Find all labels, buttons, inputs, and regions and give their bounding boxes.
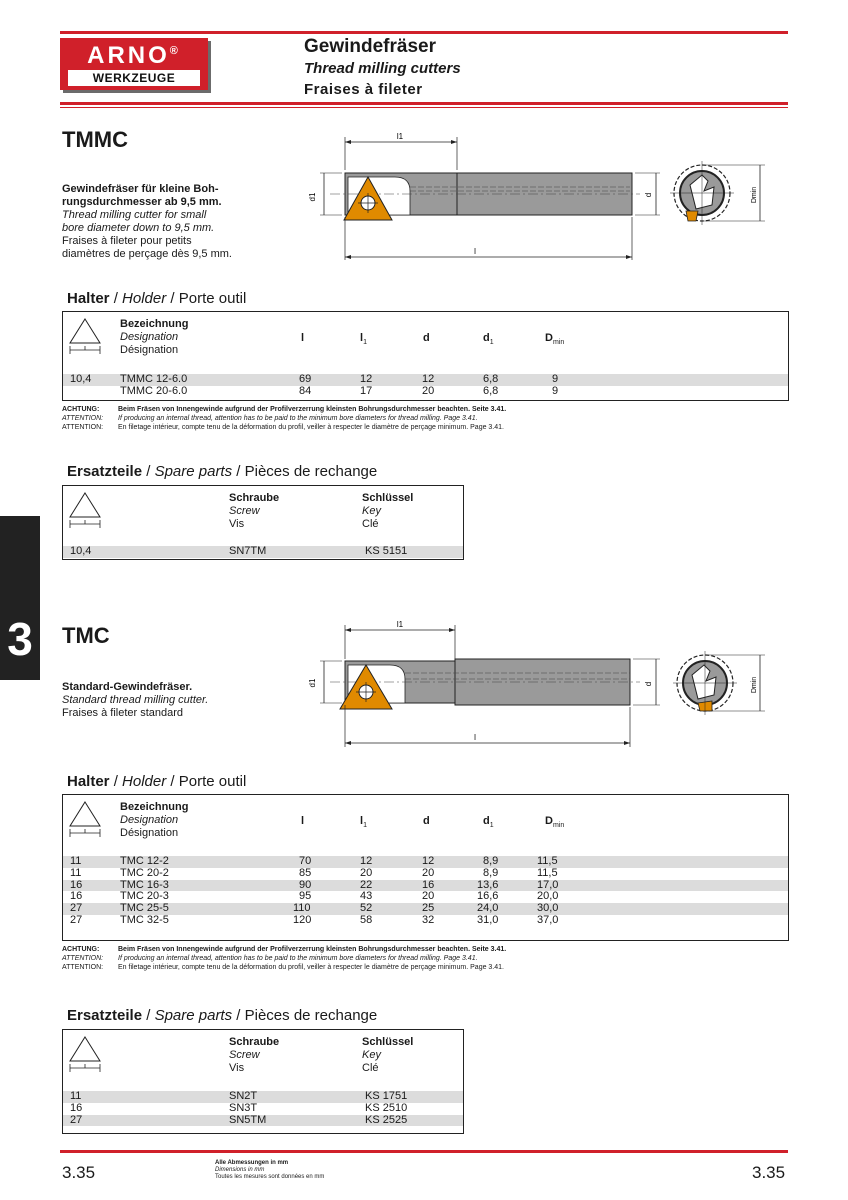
note-en-text: If producing an internal thread, attention has to be paid to the minimum bore diameters for thread milling. Page 3.41.	[118, 415, 478, 422]
dim-l-label: l	[474, 733, 476, 742]
note-fr-text: En filetage intérieur, compte tenu de la déformation du profil, veiller à respecter le diamètre de perçage minimum. Page 3.41.	[118, 424, 504, 431]
cell-size: 10,4	[70, 373, 92, 385]
product-title-tmmc: TMMC	[62, 127, 128, 152]
desc-fr: Fraises à fileter standard	[62, 707, 184, 719]
footer-rule	[60, 1150, 788, 1153]
col-desig-en: Designation	[120, 814, 179, 826]
desc-de-line1: Gewindefräser für kleine Boh-	[62, 183, 219, 195]
table-row	[63, 546, 463, 558]
chapter-number: 3	[7, 613, 33, 665]
cell-desig: TMMC 20-6.0	[120, 384, 188, 397]
header-bottom-rule-thin	[60, 107, 788, 108]
col-desig-fr: Désignation	[120, 344, 179, 356]
note-en-label: ATTENTION:	[62, 955, 104, 962]
dim-l-label: l	[474, 247, 476, 256]
holder-rows-tmc	[63, 856, 788, 927]
col-screw	[229, 1036, 279, 1075]
cell-l: 90	[299, 878, 312, 891]
notes-tmmc	[62, 405, 782, 432]
heading-de: Ersatzteile	[67, 463, 143, 480]
cell-l1: 12	[360, 855, 373, 867]
tmc-technical-drawing	[300, 617, 780, 757]
col-key-fr: Clé	[362, 518, 379, 530]
page-number-right: 3.35	[752, 1163, 786, 1182]
product-description-tmc	[62, 681, 262, 720]
col-screw-en: Screw	[229, 505, 260, 517]
cell-d: 20	[422, 890, 435, 903]
heading-de: Ersatzteile	[67, 1007, 143, 1024]
logo-mark: ®	[169, 45, 181, 57]
cell-key: KS 1751	[365, 1090, 408, 1102]
col-l1: $l_1$	[360, 815, 367, 830]
cell-desig: TMC 25-5	[120, 902, 169, 915]
spares-heading-tmc: Ersatzteile / Spare parts / Pièces de rechange	[67, 1007, 378, 1024]
desc-fr-line1: Fraises à fileter pour petits	[62, 235, 192, 247]
cell-l: 69	[299, 373, 312, 385]
cell-l: 120	[293, 913, 312, 926]
col-screw-en: Screw	[229, 1049, 260, 1061]
tmmc-technical-drawing	[300, 125, 780, 270]
note-de-label: ACHTUNG:	[62, 946, 100, 953]
table-row	[63, 1103, 463, 1115]
cell-dmin: 9	[552, 373, 559, 385]
heading-en: Holder	[122, 773, 167, 790]
desc-en-line2: bore diameter down to 9,5 mm.	[62, 222, 215, 234]
cell-d: 32	[422, 913, 435, 926]
heading-de: Halter	[67, 290, 110, 307]
col-designation	[120, 801, 188, 840]
cell-desig: TMC 12-2	[120, 855, 169, 867]
table-row	[63, 386, 788, 398]
col-key-en: Key	[362, 505, 381, 517]
cell-desig: TMC 20-3	[120, 890, 169, 903]
desc-fr-line2: diamètres de perçage dès 9,5 mm.	[62, 248, 232, 260]
cell-d1: 8,9	[483, 866, 499, 879]
cell-l: 85	[299, 866, 312, 879]
note-fr-label: ATTENTION:	[62, 424, 104, 431]
cell-l: 110	[293, 902, 311, 915]
holder-table-tmc	[62, 794, 789, 941]
product-title-tmc: TMC	[62, 623, 110, 648]
cell-size: 27	[70, 913, 83, 926]
cell-d1: 16,6	[477, 890, 499, 903]
col-key-de: Schlüssel	[362, 492, 414, 504]
col-dmin: $D_{min}$	[545, 815, 565, 830]
units-note-de: Alle Abmessungen in mm	[215, 1160, 289, 1166]
col-key-en: Key	[362, 1049, 381, 1061]
cell-l1: 20	[360, 866, 373, 879]
cell-dmin: 11,5	[537, 866, 558, 879]
product-description-tmmc	[62, 183, 262, 261]
footer-units-note	[215, 1160, 324, 1181]
desc-en-line1: Thread milling cutter for small	[62, 209, 207, 221]
cell-l1: 12	[360, 373, 373, 385]
note-de-text: Beim Fräsen von Innengewinde aufgrund der Profilverzerrung kleinsten Bohrungsdurchmesser beachten. Seite 3.41.	[118, 946, 507, 953]
dim-l1-label: l1	[396, 620, 404, 629]
cell-screw: SN5TM	[229, 1113, 267, 1126]
col-screw-fr: Vis	[229, 518, 245, 530]
spares-rows-tmc	[63, 1091, 463, 1126]
heading-de: Halter	[67, 773, 110, 790]
col-screw	[229, 492, 279, 531]
cell-dmin: 37,0	[537, 913, 559, 926]
cell-desig: TMMC 12-6.0	[120, 373, 188, 385]
dim-dmin-label: Dmin	[751, 676, 758, 694]
arno-logo	[60, 38, 208, 90]
page-title-en: Thread milling cutters	[304, 60, 461, 77]
col-key	[362, 492, 413, 531]
note-fr-text: En filetage intérieur, compte tenu de la déformation du profil, veiller à respecter le diamètre de perçage minimum. Page 3.41.	[118, 964, 504, 971]
dim-d1-label: d1	[308, 192, 317, 202]
cell-dmin: 17,0	[537, 878, 559, 891]
cell-d: 12	[422, 373, 435, 385]
page-title-fr: Fraises à fileter	[304, 81, 423, 98]
cell-size: 16	[70, 1101, 83, 1114]
cell-size: 27	[70, 1113, 83, 1126]
holder-heading-tmc: Halter / Holder / Porte outil	[67, 773, 247, 790]
dim-l1-label: l1	[396, 132, 404, 141]
note-de-label: ACHTUNG:	[62, 406, 100, 413]
col-desig-en: Designation	[120, 331, 179, 343]
spares-heading-tmmc: Ersatzteile / Spare parts / Pièces de rechange	[67, 463, 378, 480]
col-d: d	[423, 815, 430, 827]
desc-de-line2: rungsdurchmesser ab 9,5 mm.	[62, 196, 222, 208]
insert-size-icon	[68, 800, 102, 838]
col-screw-de: Schraube	[229, 492, 280, 504]
insert-size-icon	[68, 317, 102, 355]
note-fr-label: ATTENTION:	[62, 964, 104, 971]
col-dmin: $D_{min}$	[545, 332, 565, 347]
heading-fr: Pièces de rechange	[244, 463, 378, 480]
cell-screw: SN3T	[229, 1101, 258, 1114]
note-en-label: ATTENTION:	[62, 415, 104, 422]
col-l: l	[301, 332, 305, 344]
cell-size: 10,4	[70, 545, 92, 557]
cell-desig: TMC 16-3	[120, 878, 169, 891]
cell-dmin: 30,0	[537, 902, 559, 915]
cell-l1: 58	[360, 913, 373, 926]
cell-d1: 13,6	[477, 878, 499, 891]
cell-size: 27	[70, 902, 83, 915]
heading-en: Holder	[122, 290, 167, 307]
col-desig-de: Bezeichnung	[120, 801, 189, 813]
spares-rows-tmmc	[63, 546, 463, 558]
units-note-en: Dimensions in mm	[215, 1167, 265, 1173]
dim-dmin-label: Dmin	[751, 186, 758, 204]
insert-size-icon	[68, 1035, 102, 1073]
cell-screw: SN2T	[229, 1090, 258, 1102]
heading-fr: Porte outil	[178, 773, 247, 790]
table-row	[63, 868, 788, 880]
header-bottom-rule	[60, 102, 788, 105]
heading-en: Spare parts	[154, 1007, 233, 1024]
cell-d: 16	[422, 878, 435, 891]
cell-size: 11	[70, 855, 82, 867]
note-en-text: If producing an internal thread, attention has to be paid to the minimum bore diameters for thread milling. Page 3.41.	[118, 955, 478, 962]
cell-size: 16	[70, 890, 83, 903]
cell-l: 95	[299, 890, 312, 903]
col-desig-de: Bezeichnung	[120, 318, 189, 330]
cell-l1: 22	[360, 878, 373, 891]
col-d1: $d_1$	[483, 815, 494, 830]
col-desig-fr: Désignation	[120, 827, 179, 839]
note-de-text: Beim Fräsen von Innengewinde aufgrund der Profilverzerrung kleinsten Bohrungsdurchmesser beachten. Seite 3.41.	[118, 406, 507, 413]
col-d1: $d_1$	[483, 332, 494, 347]
cell-d: 25	[422, 902, 435, 915]
table-row	[63, 1115, 463, 1127]
cell-d: 12	[422, 855, 435, 867]
cell-key: KS 2510	[365, 1101, 408, 1114]
cell-key: KS 2525	[365, 1113, 408, 1126]
cell-d1: 31,0	[477, 913, 499, 926]
heading-fr: Porte outil	[178, 290, 247, 307]
col-screw-de: Schraube	[229, 1036, 280, 1048]
cell-size: 16	[70, 878, 83, 891]
cell-d: 20	[422, 384, 435, 397]
cell-l1: 43	[360, 890, 373, 903]
cell-size: 11	[70, 866, 82, 879]
cell-screw: SN7TM	[229, 545, 267, 557]
dim-d-label: d	[644, 192, 653, 198]
header-top-rule	[60, 31, 788, 34]
spares-table-tmmc	[62, 485, 464, 560]
table-row	[63, 915, 788, 927]
cell-l1: 52	[360, 902, 373, 915]
cell-desig: TMC 20-2	[120, 866, 169, 879]
heading-fr: Pièces de rechange	[244, 1007, 378, 1024]
insert-size-icon	[68, 491, 102, 529]
cell-l: 84	[299, 384, 312, 397]
col-screw-fr: Vis	[229, 1062, 245, 1074]
cell-d1: 6,8	[483, 384, 499, 397]
desc-en: Standard thread milling cutter.	[62, 694, 209, 706]
col-key	[362, 1036, 413, 1075]
dim-d-label: d	[644, 681, 653, 687]
page-number-left: 3.35	[62, 1163, 96, 1182]
dim-d1-label: d1	[308, 678, 317, 688]
cell-dmin: 11,5	[537, 855, 558, 867]
heading-en: Spare parts	[154, 463, 233, 480]
cell-dmin: 9	[552, 384, 559, 397]
col-key-de: Schlüssel	[362, 1036, 414, 1048]
col-key-fr: Clé	[362, 1062, 379, 1074]
cell-d1: 6,8	[483, 373, 499, 385]
cell-l: 70	[299, 855, 312, 867]
cell-d1: 8,9	[483, 855, 499, 867]
desc-de: Standard-Gewindefräser.	[62, 681, 193, 693]
col-l: l	[301, 815, 305, 827]
logo-name: ARNO	[87, 42, 170, 69]
cell-l1: 17	[360, 384, 373, 397]
cell-key: KS 5151	[365, 545, 408, 557]
units-note-fr: Toutes les mesures sont données en mm	[215, 1174, 325, 1180]
col-d: d	[423, 332, 430, 344]
col-designation	[120, 318, 188, 357]
cell-d1: 24,0	[477, 902, 499, 915]
logo-subtitle: WERKZEUGE	[68, 70, 200, 86]
notes-tmc	[62, 945, 782, 972]
spares-table-tmc	[62, 1029, 464, 1134]
cell-desig: TMC 32-5	[120, 913, 169, 926]
col-l1: $l_1$	[360, 332, 367, 347]
cell-d: 20	[422, 866, 435, 879]
holder-table-tmmc	[62, 311, 789, 401]
holder-heading-tmmc: Halter / Holder / Porte outil	[67, 290, 247, 307]
holder-rows-tmmc	[63, 374, 788, 398]
cell-dmin: 20,0	[537, 890, 559, 903]
page-title-de: Gewindefräser	[304, 36, 436, 57]
cell-size: 11	[70, 1090, 82, 1102]
